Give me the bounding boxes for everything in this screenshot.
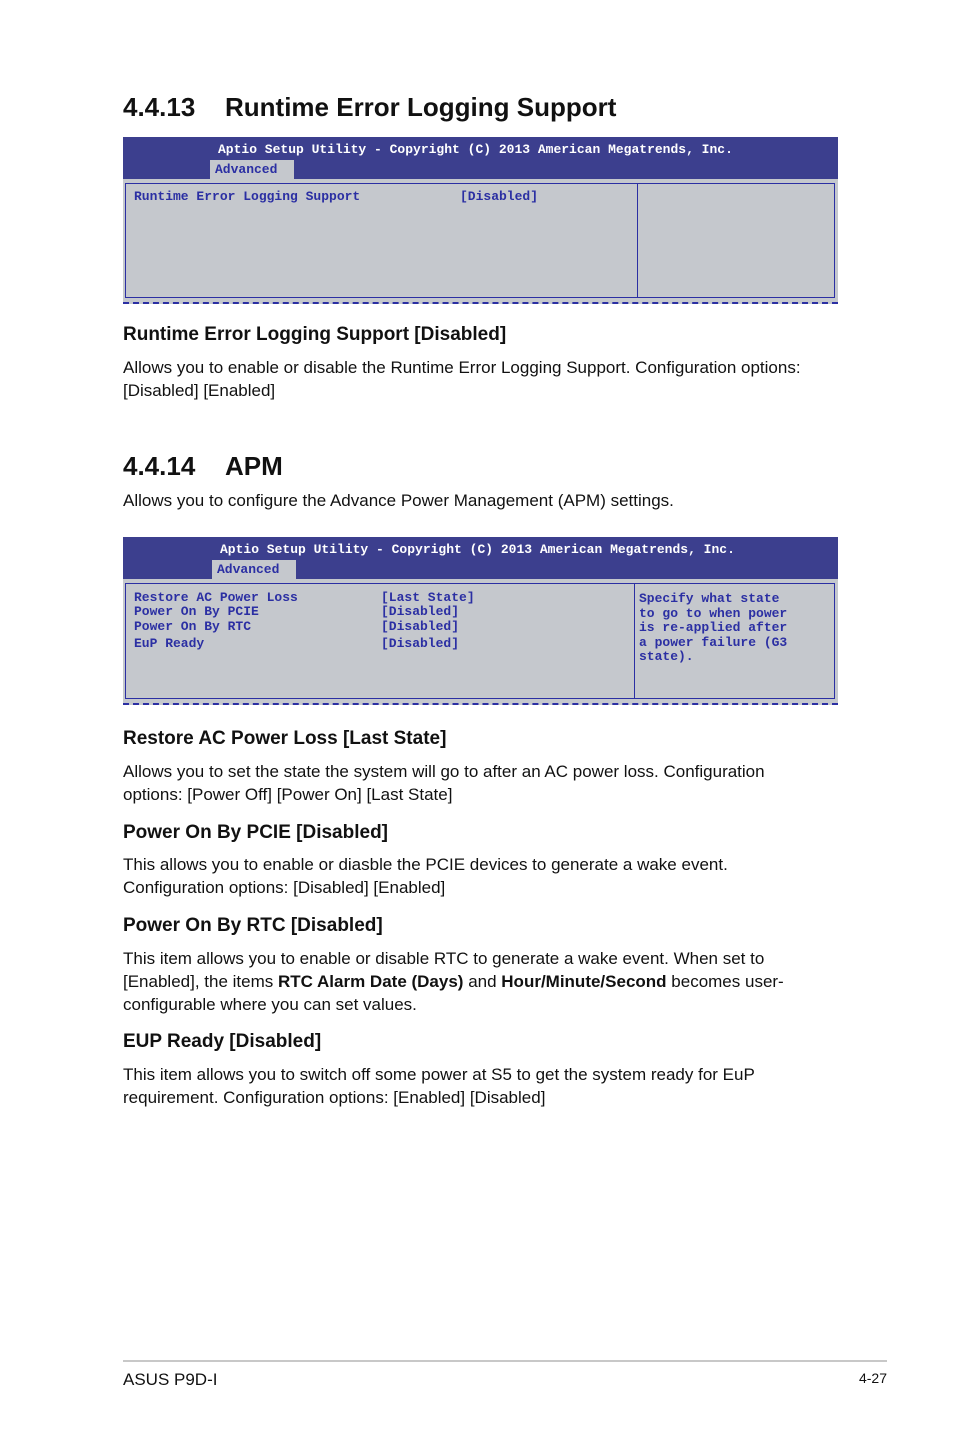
bios-item-power-on-by-pcie[interactable]: Power On By PCIE [134, 604, 259, 619]
help-line: Specify what state [639, 591, 780, 606]
bios-header-title: Aptio Setup Utility - Copyright (C) 2013 American Megatrends, Inc. [218, 142, 733, 157]
bios-help-text [639, 592, 787, 665]
section-heading-runtime-error-logging [123, 92, 616, 123]
bios-screen-runtime-error [123, 137, 838, 304]
bios-item-runtime-error-logging[interactable]: Runtime Error Logging Support [134, 189, 361, 204]
bios-value-eup-ready[interactable]: [Disabled] [381, 636, 460, 651]
bios-tab-advanced[interactable]: Advanced [212, 560, 296, 579]
text-run: becomes user-configurable where you can set values. [123, 972, 784, 1014]
paragraph-restore-ac-power-loss: Allows you to set the state the system will go to after an AC power loss. Configuration options: [Power Off] [Power On] [Last State] [123, 762, 765, 804]
bold-term-hour-minute-second: Hour/Minute/Second [501, 972, 667, 991]
bios-header-bar [123, 137, 838, 179]
bios-bottom-dashes [123, 703, 838, 705]
help-line: is re-applied after [639, 620, 788, 635]
section-heading-apm [123, 451, 283, 482]
bios-body [123, 179, 838, 304]
section-title: Runtime Error Logging Support [225, 92, 617, 122]
footer-page-number: 4-27 [858, 1370, 887, 1386]
paragraph-power-on-by-pcie: This allows you to enable or diasble the PCIE devices to generate a wake event. Configuration options: [Disabled] [Enabled] [123, 855, 728, 897]
paragraph-apm-intro: Allows you to configure the Advance Power Management (APM) settings. [123, 491, 674, 510]
subheading-power-on-by-rtc: Power On By RTC [Disabled] [123, 915, 383, 936]
bios-header-title: Aptio Setup Utility - Copyright (C) 2013 American Megatrends, Inc. [220, 542, 735, 557]
bios-divider [637, 184, 638, 297]
bios-value-power-on-by-rtc[interactable]: [Disabled] [381, 619, 460, 634]
bios-item-power-on-by-rtc[interactable]: Power On By RTC [134, 619, 252, 634]
section-number: 4.4.14 [123, 451, 196, 481]
help-line: a power failure (G3 [639, 634, 788, 650]
bios-value-restore-ac-power-loss[interactable]: [Last State] [381, 590, 475, 605]
section-title: APM [225, 451, 283, 481]
bios-header-bar [123, 537, 838, 579]
subheading-eup-ready: EUP Ready [Disabled] [123, 1031, 322, 1052]
bios-value-runtime-error-logging[interactable]: [Disabled] [460, 189, 539, 204]
bios-body [123, 579, 838, 705]
subheading-restore-ac-power-loss: Restore AC Power Loss [Last State] [123, 728, 447, 749]
footer-product-name: ASUS P9D-I [123, 1370, 218, 1389]
footer-rule [123, 1360, 887, 1362]
bios-item-eup-ready[interactable]: EuP Ready [134, 636, 205, 651]
text-run: and [463, 972, 502, 991]
bios-item-restore-ac-power-loss[interactable]: Restore AC Power Loss [134, 590, 298, 605]
paragraph-runtime-error-logging: Allows you to enable or disable the Runtime Error Logging Support. Configuration options: [Disabled] [Enabled] [123, 358, 801, 400]
paragraph-power-on-by-rtc [123, 947, 813, 1016]
subheading-runtime-error-logging: Runtime Error Logging Support [Disabled] [123, 324, 507, 345]
bios-divider [634, 584, 635, 698]
text-run: This item allows you to enable or disable RTC to generate a wake event. When set to [Enabled], the items [123, 949, 765, 991]
subheading-power-on-by-pcie: Power On By PCIE [Disabled] [123, 822, 388, 843]
bios-bottom-dashes [123, 302, 838, 304]
bios-value-power-on-by-pcie[interactable]: [Disabled] [381, 604, 460, 619]
section-number: 4.4.13 [123, 92, 196, 122]
paragraph-eup-ready: This item allows you to switch off some power at S5 to get the system ready for EuP requirement. Configuration options: [Enabled] [Disabled] [123, 1065, 755, 1107]
bios-tab-advanced[interactable]: Advanced [210, 160, 294, 179]
help-line: state). [639, 649, 694, 664]
bios-screen-apm [123, 537, 838, 705]
bold-term-rtc-alarm-date: RTC Alarm Date (Days) [277, 972, 464, 991]
help-line: to go to when power [639, 605, 788, 621]
